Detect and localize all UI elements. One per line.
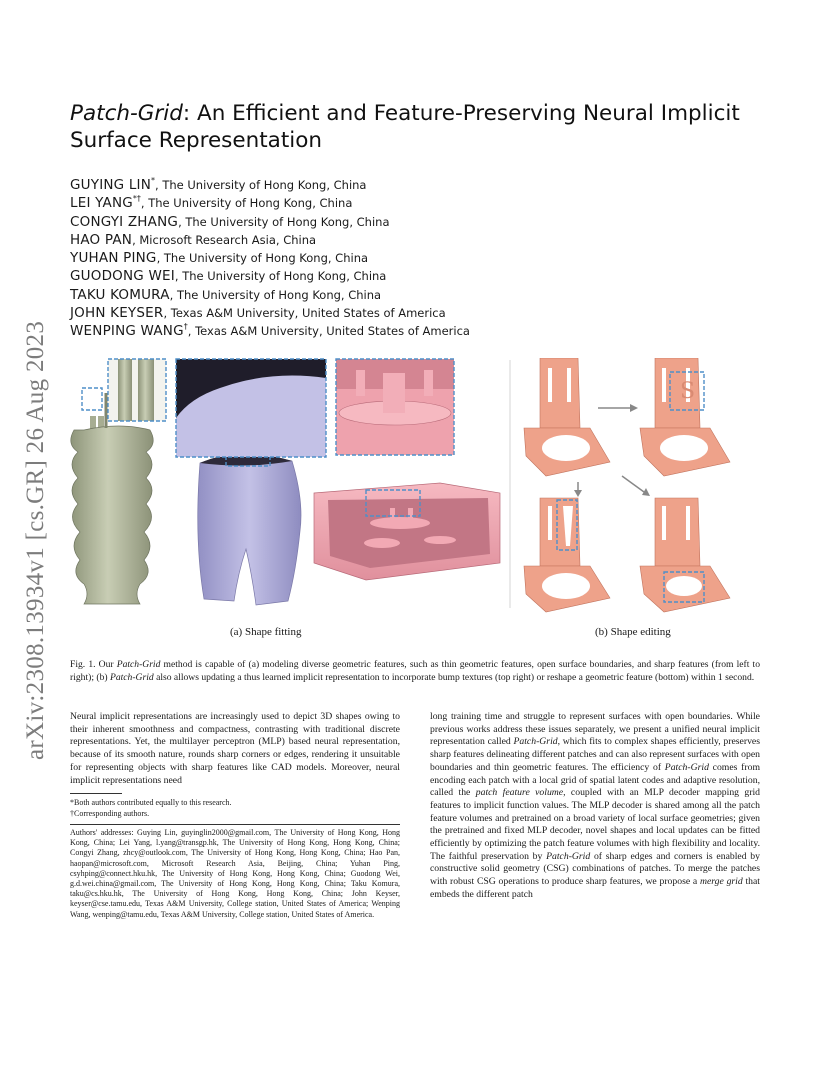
author-affiliation: , Microsoft Research Asia, China [132,232,317,247]
figure-caption: Fig. 1. Our Patch-Grid method is capable of (a) modeling diverse geometric features, such as thin geometric features, open surface boundaries, and sharp features (from left to right); (b) Patch-Grid also allows updating a thus learned implicit representation to incorporate bump textures (top right) or reshape a geometric feature (bottom) within 1 second. [70,659,760,683]
author-row [70,209,770,230]
abstract-left-column: Neural implicit representations are increasingly used to depict 3D shapes owing to their inherent smoothness and compactness, contrasting with traditional discrete representations. Yet, the multilayer perceptron (MLP) based neural representation, because of its smooth nature, rounds sharp corners or edges, rendering it unsuitable for representing objects with sharp features like CAD models. Moreover, neural implicit representations need [70,711,400,786]
footnote-corresponding: †Corresponding authors. [70,808,150,818]
footnote-equal-contribution: *Both authors contributed equally to this research. [70,798,232,807]
author-row [70,172,770,193]
author-name: GUYING LIN [70,177,152,193]
author-row [70,263,770,285]
author-affiliation: , The University of Hong Kong, China [174,269,387,284]
author-row [70,318,770,340]
author-mark: * [151,176,156,185]
author-name: JOHN KEYSER [70,305,164,322]
author-name: YUHAN PING [70,250,157,267]
thin-feature-closeup [108,359,166,421]
author-affiliation: , Texas A&M University, United States of America [187,324,470,339]
author-addresses: Authors' addresses: Guying Lin, guyinglin2000@gmail.com, The University of Hong Kong, Hong Kong, China; Lei Yang, l.yang@transgp.hk, The University of Hong Kong, Hong Kong, China; Congyi Zhang, zhcy@outlook.com, The University of Hong Kong, Hong Kong, China; Hao Pan, haopan@microsoft.com, Microsoft Research Asia, Beijing, China; Yuhan Ping, csyhping@connect.hku.hk, The University of Hong Kong, Hong Kong, China; Guodong Wei, g.d.wei.china@gmail.com, The University of Hong Kong, Hong Kong, China; Taku Komura, taku@cs.hku.hk, The University of Hong Kong, Hong Kong, China; John Keyser, keyser@cse.tamu.edu, Texas A&M University, College station, United States of America; Wenping Wang, wenping@tamu.edu, Texas A&M University, College station, United States of America. [70,828,400,919]
footnotes [70,798,400,819]
editing-reshape-hole-chair [640,498,730,612]
open-boundary-closeup [176,359,326,457]
author-affiliation: , The University of Hong Kong, China [155,178,367,192]
author-name: GUODONG WEI [70,268,175,285]
author-list [70,172,770,340]
author-affiliation: , The University of Hong Kong, China [169,287,382,302]
title-method-name: Patch-Grid [70,101,183,126]
author-name: HAO PAN [70,231,133,248]
address-rule [70,824,400,825]
title-rest: : An Efficient and Feature-Preserving Neural Implicit Surface Representation [70,101,740,153]
author-row [70,245,770,267]
author-row [70,282,770,303]
editing-source-chair [524,358,610,476]
svg-text:S: S [680,379,696,404]
author-name: TAKU KOMURA [70,286,170,303]
author-mark: † [183,322,188,332]
footnote-rule [70,793,122,794]
editing-bump-texture-chair [640,358,730,476]
abstract-right-column: long training time and struggle to represent surfaces with open boundaries. While previous works address these issues separately, we present a unified neural implicit representation called Patch-Grid, which fits to complex shapes efficiently, preserves sharp features delineating different patches and can also represent surfaces with open boundaries and thin geometric features. The efficiency of Patch-Grid comes from encoding each patch with a local grid of spatial latent codes and adaptive resolution, called the patch feature volume, coupled with an MLP decoder mapping grid features to implicit function values. The MLP decoder is shared among all the patch feature volumes and pretrained on a broad variety of local surface geometries; given the pretrained and fixed MLP decoder, novel shapes and local updates can be fitted efficiently by optimizing the patch feature volumes with high flexibility and locality. The faithful preservation by Patch-Grid of sharp edges and corners is enabled by constructive solid geometry (CSG) combinations of patches. To merge the patches with robust CSG operations to produce sharp features, we propose a merge grid that embeds the different patch [430,711,761,900]
teaser-figure-graphic [70,358,760,648]
author-row [70,190,770,212]
author-name: LEI YANG [70,195,133,212]
author-affiliation: , The University of Hong Kong, China [140,196,353,211]
author-row [70,300,770,322]
sharp-feature-closeup [336,359,454,455]
open-boundary-model [198,434,301,605]
editing-reshape-chair [524,498,610,612]
paper-title [70,100,770,154]
sharp-feature-model [314,483,500,580]
figure-label-shape-fitting: (a) Shape fitting [230,626,302,638]
author-mark: *† [132,194,141,204]
author-name: WENPING WANG [70,323,184,340]
author-affiliation: , The University of Hong Kong, China [178,214,390,229]
author-affiliation: , Texas A&M University, United States of America [163,306,446,321]
author-affiliation: , The University of Hong Kong, China [156,251,369,266]
author-row [70,227,770,248]
figure-label-shape-editing: (b) Shape editing [595,626,671,638]
author-name: CONGYI ZHANG [70,213,179,230]
teaser-figure [70,358,760,648]
arxiv-identifier: arXiv:2308.13934v1 [cs.GR] 26 Aug 2023 [22,320,49,760]
